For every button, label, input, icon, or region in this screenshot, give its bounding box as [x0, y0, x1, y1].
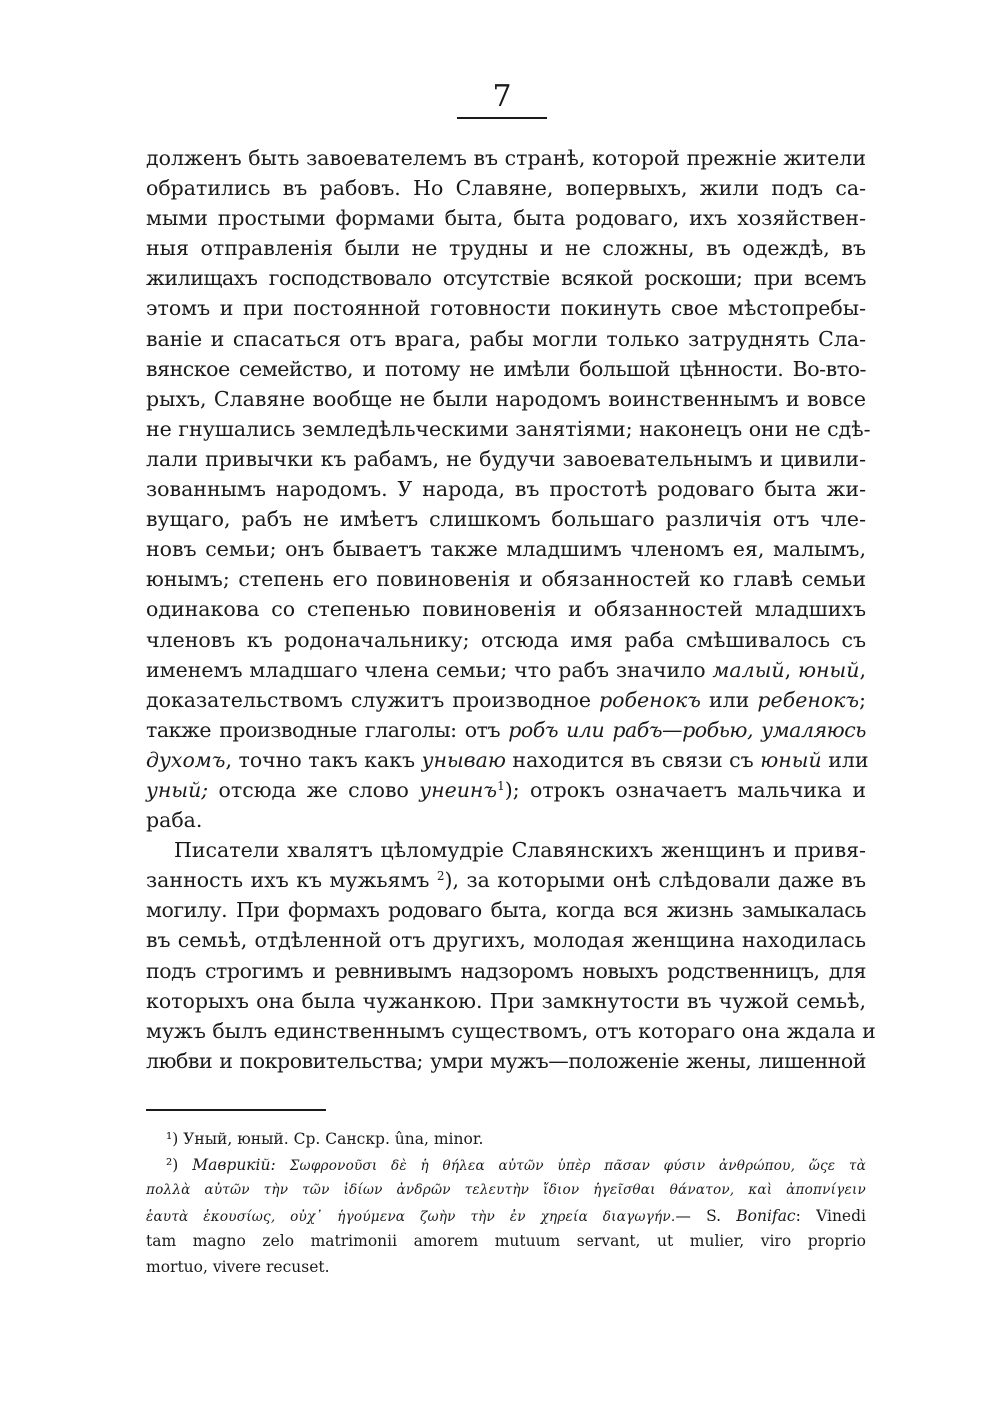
footnotes [146, 1127, 866, 1281]
text-run: , [784, 657, 798, 682]
text-line [146, 474, 866, 504]
text-run: ; [859, 687, 866, 712]
text-line [146, 1016, 876, 1046]
footnote-line [146, 1153, 866, 1179]
text-line [146, 1046, 866, 1076]
text-run: мыми простыми формами быта, быта родоваго, ихъ хозяйствен- [146, 206, 866, 231]
text-line [146, 805, 866, 835]
text-line [146, 986, 866, 1016]
text-line [146, 324, 866, 354]
text-run: ), за которыми онѣ слѣдовали даже въ [444, 868, 866, 893]
text-line [146, 143, 866, 173]
text-line [146, 233, 866, 263]
text-run: лали привычки къ рабамъ, не будучи завоевательнымъ и цивили- [146, 446, 866, 471]
text-run: ¹) Уный, юный. Ср. Санскр. ûna, minor. [166, 1130, 484, 1148]
italic-term: Bonifac [736, 1206, 796, 1225]
text-line [146, 685, 866, 715]
text-line [146, 384, 866, 414]
text-line [146, 263, 866, 293]
text-run: находится въ связи съ [505, 747, 761, 772]
text-run: : Vinedi [795, 1206, 866, 1225]
text-run: отсюда же слово [208, 777, 420, 802]
footnote-reference: 2 [436, 869, 445, 884]
text-run: ваніе и спасаться отъ врага, рабы могли только затруднять Сла- [146, 326, 866, 351]
footnote-line [146, 1229, 866, 1255]
text-line [146, 504, 866, 534]
text-run: жилищахъ господствовало отсутствіе всякой роскоши; при всемъ [146, 266, 866, 291]
text-run: могилу. При формахъ родоваго быта, когда вся жизнь замыкалась [146, 898, 866, 923]
text-run: вущаго, рабъ не имѣетъ слишкомъ большаго различія отъ чле- [146, 507, 866, 532]
text-line [146, 715, 866, 745]
footnote-line [146, 1204, 866, 1230]
text-run: мужъ былъ единственнымъ существомъ, отъ котораго она ждала и [146, 1018, 876, 1043]
text-run: юнымъ; степень его повиновенія и обязанностей ко главѣ семьи [146, 567, 866, 592]
text-run: новъ семьи; онъ бываетъ также младшимъ членомъ ея, малымъ, [146, 537, 866, 562]
text-run: доказательствомъ служитъ производное [146, 687, 600, 712]
text-line [146, 865, 866, 895]
text-line [146, 293, 866, 323]
text-line [146, 925, 866, 955]
text-run: tam magno zelo matrimonii amorem mutuum servant, ut mulier, viro proprio [146, 1232, 866, 1251]
text-line [146, 354, 866, 384]
text-line [146, 534, 866, 564]
text-line [146, 444, 866, 474]
text-run: которыхъ она была чужанкою. При замкнутости въ чужой семьѣ, [146, 988, 866, 1013]
italic-term: малый [712, 657, 785, 682]
text-line [146, 745, 869, 775]
text-line [146, 594, 866, 624]
text-line [146, 203, 866, 233]
text-run: ныя отправленія были не трудны и не сложны, въ одеждѣ, въ [146, 236, 866, 261]
text-line [146, 625, 866, 655]
text-run: вянское семейство, и потому не имѣли большой цѣнности. Во-вто- [146, 356, 866, 381]
text-line [146, 173, 866, 203]
italic-term: унываю [421, 747, 506, 772]
text-run: именемъ младшаго члена семьи; что рабъ значило [146, 657, 713, 682]
italic-term: Маврикій: [192, 1155, 276, 1174]
text-run: обратились въ рабовъ. Но Славяне, вопервыхъ, жили подъ са- [146, 176, 866, 201]
italic-term: духомъ [146, 747, 226, 772]
text-run: Писатели хвалятъ цѣломудріе Славянскихъ женщинъ и привя- [174, 838, 866, 863]
footnote-line [146, 1255, 866, 1281]
text-run: раба. [146, 808, 203, 833]
italic-term: юный [760, 747, 822, 772]
text-run: въ семьѣ, отдѣленной отъ другихъ, молодая женщина находилась [146, 928, 866, 953]
italic-term: унеинъ [419, 777, 498, 802]
text-run: занность ихъ къ мужьямъ [146, 868, 437, 893]
text-line [146, 655, 866, 685]
text-run: mortuo, vivere recuset. [146, 1257, 330, 1276]
text-run: рыхъ, Славяне вообще не были народомъ воинственнымъ и вовсе [146, 386, 866, 411]
text-run: членовъ къ родоначальнику; отсюда имя раба смѣшивалось съ [146, 627, 866, 652]
footnote-separator [146, 1109, 326, 1111]
greek-quotation: ἑαυτὰ ἑκουσίως, οὐχ᾽ ἡγούμενα ζωὴν τὴν ἐν χηρεία διαγωγήν. [146, 1208, 676, 1225]
text-line [146, 835, 866, 865]
page-number: 7 [492, 79, 512, 114]
text-run: или [700, 687, 758, 712]
text-line [146, 895, 866, 925]
text-run: этомъ и при постоянной готовности покинуть свое мѣстопребы- [146, 296, 866, 321]
text-run: подъ строгимъ и ревнивымъ надзоромъ новыхъ родственницъ, для [146, 958, 866, 983]
greek-quotation: πολλὰ αὐτῶν τὴν τῶν ἰδίων ἀνδρῶν τελευτὴν ἴδιον ἡγεῖσθαι θάνατον, καὶ ἀποπνίγειν [146, 1182, 866, 1199]
text-run: также производные глаголы: отъ [146, 717, 509, 742]
text-run [276, 1156, 290, 1174]
text-run: ); отрокъ означаетъ мальчика и [504, 777, 866, 802]
text-run: не гнушались земледѣльческими занятіями; наконецъ они не сдѣ- [146, 416, 871, 441]
text-run: долженъ быть завоевателемъ въ странѣ, которой прежніе жители [146, 146, 866, 170]
text-run: любви и покровительства; умри мужъ—положеніе жены, лишенной [146, 1048, 866, 1073]
footnote-line [146, 1127, 866, 1153]
italic-term: робъ или рабъ—робью, умаляюсь [508, 717, 867, 742]
footnote-reference: 1 [497, 778, 505, 793]
text-run: одинакова со степенью повиновенія и обязанностей младшихъ [146, 597, 866, 622]
text-line [146, 414, 871, 444]
text-run: зованнымъ народомъ. У народа, въ простотѣ родоваго быта жи- [146, 477, 866, 502]
main-text [146, 143, 876, 1076]
text-run: , точно такъ какъ [225, 747, 422, 772]
italic-term: юный [798, 657, 860, 682]
text-run: — S. [675, 1206, 737, 1225]
page-number-underline [457, 117, 547, 119]
text-run: или [821, 747, 869, 772]
text-line [146, 956, 866, 986]
italic-term: уный; [146, 777, 209, 802]
text-run: ²) [166, 1155, 193, 1174]
italic-term: робенокъ [599, 687, 701, 712]
greek-quotation: Σωφρονοῦσι δὲ ἡ θήλεα αὐτῶν ὑπὲρ πᾶσαν φύσιν ἀνθρώπου, ὥςε τὰ [289, 1157, 866, 1174]
footnote-line [146, 1178, 866, 1204]
text-line [146, 564, 866, 594]
italic-term: ребенокъ [757, 687, 860, 712]
text-line [146, 775, 866, 805]
text-run: , [859, 657, 866, 682]
